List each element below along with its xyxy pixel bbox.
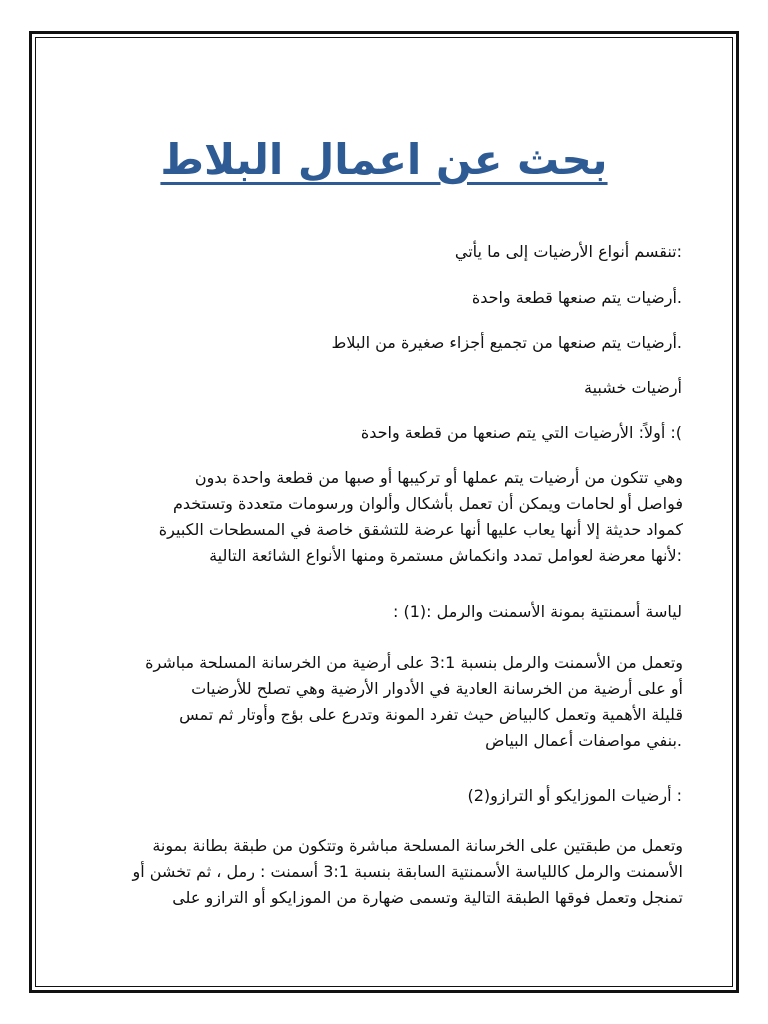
subheading-cement-plaster: لياسة أسمنتية بمونة الأسمنت والرمل :(1) : <box>392 602 682 621</box>
section-heading-first: ): أولاً: الأرضيات التي يتم صنعها من قطعة واحدة <box>360 423 682 442</box>
document-title: بحث عن اعمال البلاط <box>160 135 608 184</box>
body-line: وتعمل من طبقتين على الخرسانة المسلحة مباشرة وتتكون من طبقة بطانة بمونة <box>152 836 683 855</box>
body-line: .بنفي مواصفات أعمال البياض <box>485 731 682 750</box>
body-line: فواصل أو لحامات ويمكن أن تعمل بأشكال وألوان ورسومات متعددة وتستخدم <box>172 494 683 513</box>
list-item-small-parts: .أرضيات يتم صنعها من تجميع أجزاء صغيرة من البلاط <box>331 333 682 352</box>
body-line: تمنجل وتعمل فوقها الطبقة التالية وتسمى ضهارة من الموزايكو أو الترازو على <box>172 888 683 907</box>
body-line: الأسمنت والرمل كاللياسة الأسمنتية السابقة بنسبة 3:1 أسمنت : رمل ، ثم تخشن أو <box>132 862 683 881</box>
paragraph-intro: :تنقسم أنواع الأرضيات إلى ما يأتي <box>454 242 682 261</box>
body-line: وهي تتكون من أرضيات يتم عملها أو تركيبها أو صبها من قطعة واحدة بدون <box>194 468 683 487</box>
list-item-single-piece: .أرضيات يتم صنعها قطعة واحدة <box>471 288 682 307</box>
subheading-mosaic: : أرضيات الموزايكو أو الترازو(2) <box>467 786 682 805</box>
body-line: وتعمل من الأسمنت والرمل بنسبة 3:1 على أرضية من الخرسانة المسلحة مباشرة <box>145 653 683 672</box>
list-item-wooden: أرضيات خشبية <box>583 378 682 397</box>
body-line: :لأنها معرضة لعوامل تمدد وانكماش مستمرة ومنها الأنواع الشائعة التالية <box>209 546 682 565</box>
body-line: قليلة الأهمية وتعمل كالبياض حيث تفرد المونة وتدرع على بؤج وأوتار ثم تمس <box>179 705 683 724</box>
body-line: أو على أرضية من الخرسانة العادية في الأدوار الأرضية وهي تصلح للأرضيات <box>191 679 683 698</box>
body-line: كمواد حديثة إلا أنها يعاب عليها أنها عرضة للتشقق خاصة في المسطحات الكبيرة <box>158 520 683 539</box>
